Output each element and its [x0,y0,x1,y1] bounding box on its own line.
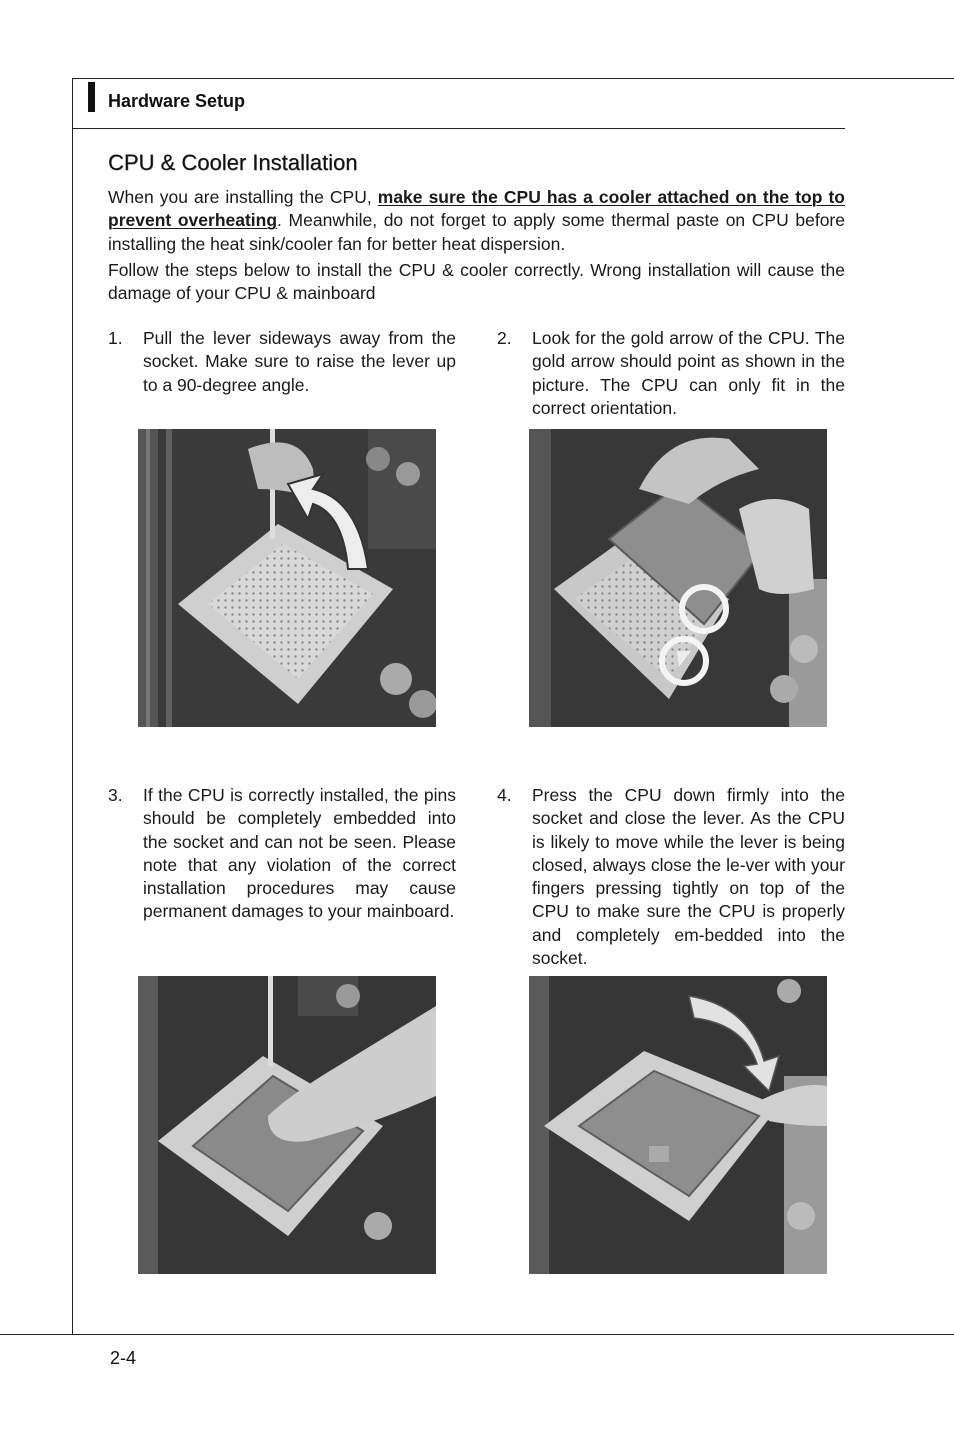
header-bottom-rule [72,128,845,129]
step-1-photo-lever-raised [138,429,436,727]
header-section-title: Hardware Setup [108,91,246,111]
step-text: Pull the lever sideways away from the socket. Make sure to raise the lever up to a 90-degree angle. [143,328,456,395]
footer-rule [0,1334,954,1335]
intro-emphasis: make sure the CPU has a cooler attached on the top to prevent overheating [108,187,845,231]
step-number: 2. [497,328,512,348]
left-margin-rule [72,78,73,1335]
step-number: 1. [108,328,123,348]
header-top-rule [72,78,954,79]
intro-paragraph-1: When you are installing the CPU, make sure the CPU has a cooler attached on the top to prevent overheating. Meanwhile, do not forget to apply some thermal paste on CPU before installing the heat sink/cooler fan for better heat dispersion. [108,187,845,254]
step-text: Look for the gold arrow of the CPU. The gold arrow should point as shown in the picture. The CPU can only fit in the correct orientation. [532,328,845,418]
step-text: If the CPU is correctly installed, the pins should be completely embedded into the socket and can not be seen. Please note that any violation of the correct installation procedures may cause permanent damages to your mainboard. [143,785,456,922]
step-text: Press the CPU down firmly into the socket and close the lever. As the CPU is likely to move while the lever is being closed, always close the le-ver with your fingers pressing tightly on top of the CPU to make sure the CPU is properly and completely em-bedded into the socket. [532,785,845,969]
step-number: 3. [108,785,123,805]
page-title: CPU & Cooler Installation [108,150,358,175]
intro-paragraph-2: Follow the steps below to install the CPU & cooler correctly. Wrong installation will cause the damage of your CPU & mainboard [108,260,845,304]
header-marker-bar [88,82,95,112]
step-number: 4. [497,785,512,805]
page-number: 2-4 [110,1348,137,1368]
step-4-photo-lever-closing [529,976,827,1274]
step-3-photo-cpu-seated [138,976,436,1274]
step-2-photo-cpu-alignment [529,429,827,727]
